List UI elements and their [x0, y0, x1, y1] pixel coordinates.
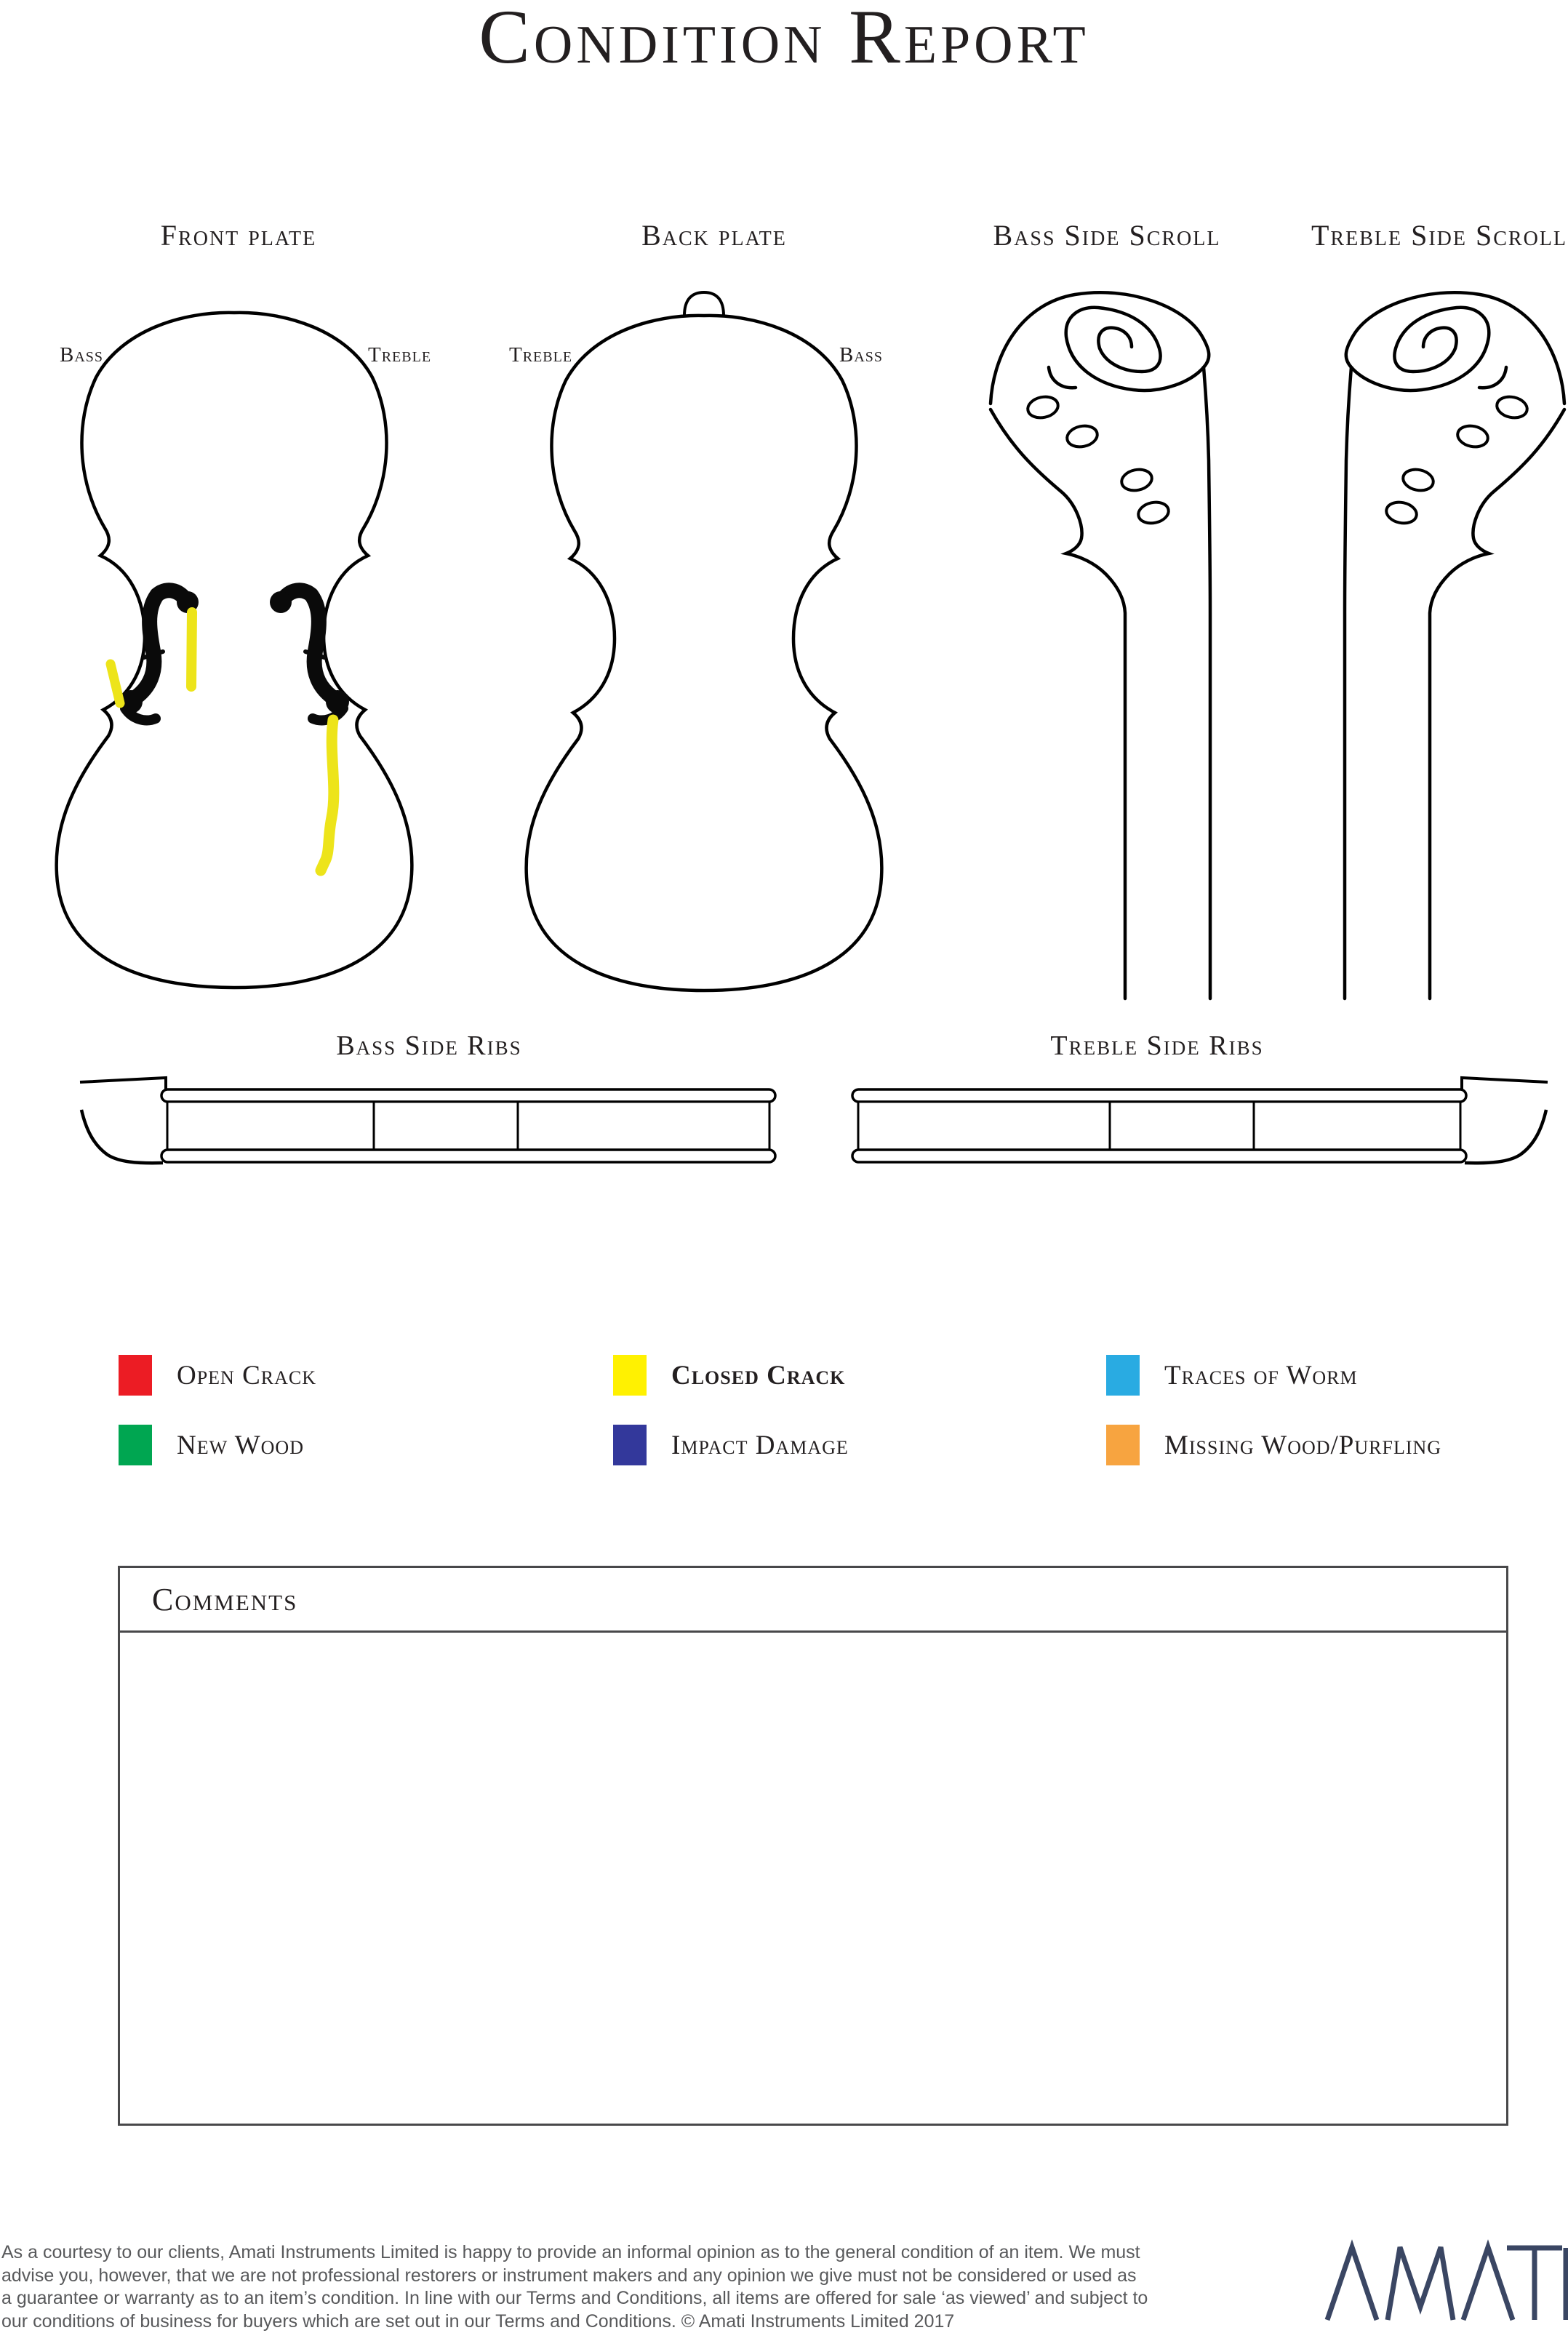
- open-crack-swatch: [119, 1355, 152, 1396]
- rib-bottom-rail: [161, 1150, 775, 1162]
- treble-scroll-diagram: [1337, 286, 1566, 1002]
- legend-label: Open Crack: [177, 1360, 316, 1391]
- peg-hole: [1401, 467, 1436, 493]
- legend-item-new-wood: [119, 1424, 304, 1466]
- peg-hole: [1495, 394, 1529, 420]
- front-plate-outline: [57, 313, 412, 988]
- back-plate-treble-label: Treble: [509, 343, 572, 367]
- peg-hole: [1120, 467, 1154, 493]
- back-plate-outline: [527, 316, 882, 991]
- rib-top-rail: [852, 1089, 1466, 1102]
- legend-label: Closed Crack: [671, 1360, 845, 1391]
- closed-crack-mark-bass-fhole: [191, 612, 192, 687]
- impact-damage-swatch: [613, 1425, 647, 1465]
- pegbox-right-edge: [1345, 367, 1351, 999]
- page-title: Condition Report: [0, 0, 1568, 81]
- front-plate-bass-label: Bass: [60, 343, 103, 367]
- closed-crack-swatch: [613, 1355, 647, 1396]
- section-title-treble-ribs: Treble Side Ribs: [975, 1030, 1339, 1062]
- logo-letter-t: [1507, 2248, 1562, 2320]
- section-title-front-plate: Front plate: [57, 218, 420, 252]
- peg-hole: [1065, 423, 1100, 449]
- scroll-throat: [1049, 367, 1076, 388]
- logo-letter-m: [1388, 2247, 1453, 2320]
- rib-bottom-rail: [852, 1150, 1466, 1162]
- legend-label: Impact Damage: [671, 1430, 849, 1461]
- treble-ribs-diagram: [849, 1075, 1548, 1169]
- scroll-spiral: [1346, 292, 1564, 404]
- peg-hole: [1456, 423, 1490, 449]
- traces-of-worm-swatch: [1106, 1355, 1140, 1396]
- neck-heel-curve: [1465, 1110, 1546, 1163]
- rib-top-rail: [161, 1089, 775, 1102]
- new-wood-swatch: [119, 1425, 152, 1465]
- rib-body: [858, 1102, 1460, 1150]
- rib-body: [167, 1102, 769, 1150]
- front-plate-diagram: [38, 308, 431, 992]
- logo-letter-a2: [1463, 2247, 1513, 2320]
- peg-hole: [1385, 500, 1419, 526]
- logo-letter-a1: [1327, 2247, 1377, 2320]
- legend-label: Traces of Worm: [1164, 1360, 1358, 1391]
- peg-hole: [1026, 394, 1060, 420]
- back-plate-button: [684, 292, 724, 316]
- neck-heel-top: [1462, 1078, 1548, 1091]
- neck-heel-curve: [81, 1110, 163, 1163]
- pegbox-right-edge: [1204, 367, 1210, 999]
- legend-item-impact-damage: [613, 1424, 849, 1466]
- amati-logo: [1325, 2244, 1568, 2321]
- section-title-back-plate: Back plate: [532, 218, 896, 252]
- pegbox-left-edge: [1430, 409, 1564, 999]
- legend-item-missing-wood: [1106, 1424, 1441, 1466]
- legend-item-closed-crack: [613, 1354, 845, 1396]
- neck-heel-top: [80, 1078, 166, 1091]
- legend-label: Missing Wood/Purfling: [1164, 1430, 1441, 1461]
- comments-box: [118, 1566, 1508, 2126]
- legend-item-open-crack: [119, 1354, 316, 1396]
- peg-hole: [1137, 500, 1171, 526]
- comments-label: Comments: [152, 1581, 297, 1618]
- section-title-bass-ribs: Bass Side Ribs: [247, 1030, 611, 1062]
- legend-label: New Wood: [177, 1430, 304, 1461]
- back-plate-diagram: [508, 279, 900, 996]
- section-title-treble-scroll: Treble Side Scroll: [1287, 218, 1568, 252]
- bass-scroll-diagram: [989, 286, 1218, 1002]
- disclaimer-line: our conditions of business for buyers which are set out in our Terms and Conditions. © Amati Instruments Limited 2017: [1, 2310, 1238, 2333]
- missing-wood-swatch: [1106, 1425, 1140, 1465]
- comments-header: [120, 1568, 1506, 1633]
- pegbox-left-edge: [991, 409, 1125, 999]
- bass-ribs-diagram: [80, 1075, 778, 1169]
- disclaimer-line: advise you, however, that we are not professional restorers or instrument makers and any opinion we give must not be considered or used as: [1, 2265, 1238, 2288]
- scroll-throat: [1479, 367, 1506, 388]
- closed-crack-mark-edge: [111, 664, 120, 703]
- footer-disclaimer: [1, 2241, 1238, 2333]
- scroll-spiral: [991, 292, 1209, 404]
- section-title-bass-scroll: Bass Side Scroll: [925, 218, 1289, 252]
- disclaimer-line: a guarantee or warranty as to an item’s condition. In line with our Terms and Conditions, all items are offered for sale ‘as viewed’ and subject to: [1, 2287, 1238, 2310]
- back-plate-bass-label: Bass: [839, 343, 883, 367]
- disclaimer-line: As a courtesy to our clients, Amati Instruments Limited is happy to provide an informal opinion as to the general condition of an item. We must: [1, 2241, 1238, 2265]
- legend-item-traces-of-worm: [1106, 1354, 1358, 1396]
- front-plate-treble-label: Treble: [368, 343, 431, 367]
